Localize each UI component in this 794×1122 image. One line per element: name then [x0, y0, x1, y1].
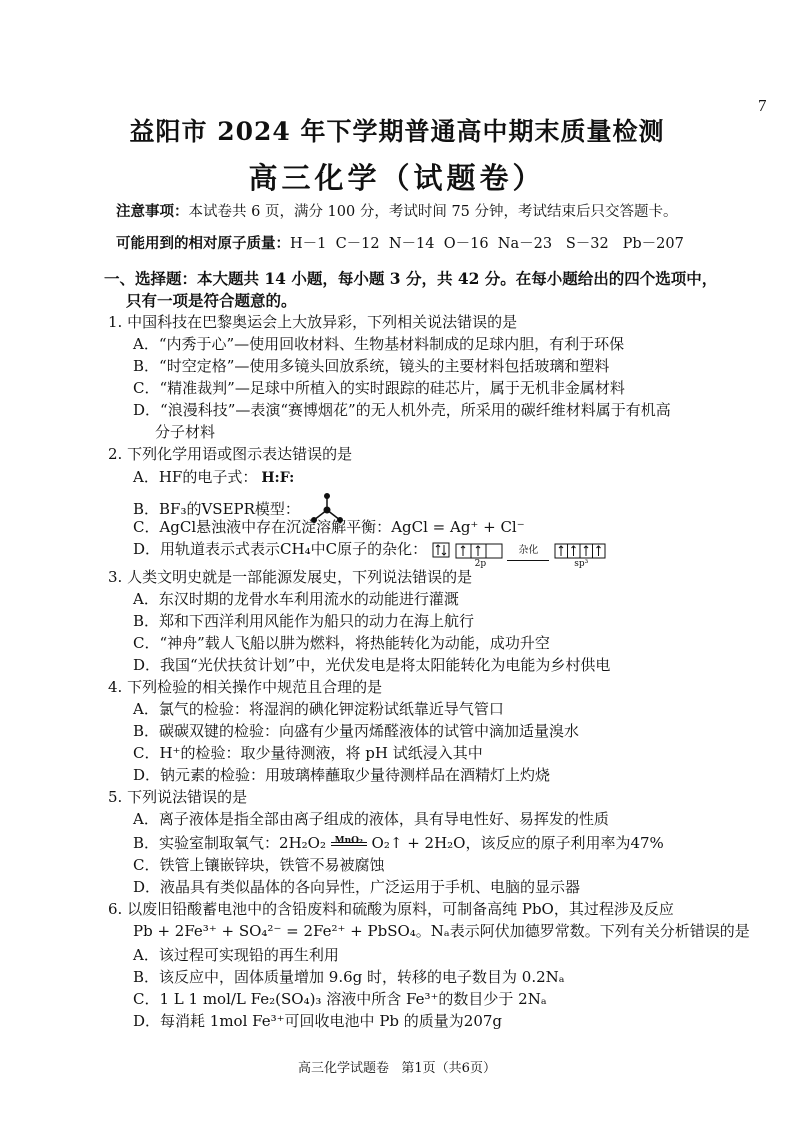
hybridization-arrow [507, 540, 549, 561]
q1-option-d-cont: 分子材料 [155, 423, 216, 441]
q6-option-c: C．1 L 1 mol/L Fe₂(SO₄)₃ 溶液中所含 Fe³⁺的数目少于 2Nₐ [133, 990, 547, 1008]
q5-option-b [133, 832, 664, 854]
q5-option-a: A．离子液体是指全部由离子组成的液体，具有导电性好、易挥发的性质 [133, 810, 609, 828]
q2-option-c: C．AgCl悬浊液中存在沉淀溶解平衡：AgCl = Ag⁺ + Cl⁻ [133, 518, 525, 536]
catalyst-label: MnO₂ [334, 836, 363, 846]
page-corner-number: 7 [758, 96, 767, 115]
q1-option-a: A．“内秀于心”—使用回收材料、生物基材料制成的足球内胆，有利于环保 [133, 335, 625, 353]
hybridization-arrow-label: 杂化 [518, 544, 539, 556]
q5-option-b-pre: B．实验室制取氧气：2H₂O₂ [133, 834, 326, 852]
q2-option-d-text: D．用轨道表示式表示CH₄中C原子的杂化： [133, 540, 428, 558]
q2-option-b-text: B．BF₃的VSEPR模型： [133, 500, 300, 518]
q4-option-a: A．氯气的检验：将湿润的碘化钾淀粉试纸靠近导气管口 [133, 700, 504, 718]
q5-option-b-post: O₂↑ + 2H₂O，该反应的原子利用率为47% [371, 834, 664, 852]
q6-option-d: D．每消耗 1mol Fe³⁺可回收电池中 Pb 的质量为207g [133, 1012, 503, 1030]
q5-option-c: C．铁管上镶嵌锌块，铁管不易被腐蚀 [133, 856, 385, 874]
atomic-mass-line [116, 232, 684, 253]
q1-stem: 1. 中国科技在巴黎奥运会上大放异彩，下列相关说法错误的是 [108, 313, 518, 331]
q3-option-c: C．“神舟”载人飞船以肼为燃料，将热能转化为动能，成功升空 [133, 634, 550, 652]
q3-option-b: B．郑和下西洋利用风能作为船只的动力在海上航行 [133, 612, 475, 630]
page-footer: 高三化学试题卷 第1页（共6页） [298, 1061, 496, 1076]
q3-stem: 3. 人类文明史就是一部能源发展史，下列说法错误的是 [108, 568, 473, 586]
q2-option-a [133, 466, 294, 489]
catalyst-arrow [331, 836, 367, 846]
q2-option-d [133, 538, 606, 569]
q1-option-c: C．“精准裁判”—足球中所植入的实时跟踪的硅芯片，属于无机非金属材料 [133, 379, 625, 397]
section-line-2: 只有一项是符合题意的。 [126, 291, 297, 310]
q5-option-d: D．液晶具有类似晶体的各向异性，广泛运用于手机、电脑的显示器 [133, 878, 581, 896]
q6-stem: 6. 以废旧铅酸蓄电池中的含铅废料和硫酸为原料，可制备高纯 PbO，其过程涉及反应 [108, 900, 674, 918]
section-line-1: 一、选择题：本大题共 14 小题，每小题 3 分，共 42 分。在每小题给出的四个选项中， [104, 269, 718, 288]
q4-stem: 4. 下列检验的相关操作中规范且合理的是 [108, 678, 383, 696]
q1-option-b: B．“时空定格”—使用多镜头回放系统，镜头的主要材料包括玻璃和塑料 [133, 357, 610, 375]
exam-title: 益阳市 2024 年下学期普通高中期末质量检测 [129, 117, 665, 146]
label-2p: 2p [474, 559, 487, 569]
q6-option-b: B．该反应中，固体质量增加 9.6g 时，转移的电子数目为 0.2Nₐ [133, 968, 565, 986]
q6-option-a: A．该过程可实现铅的再生利用 [133, 946, 339, 964]
exam-subtitle: 高三化学（试题卷） [248, 161, 546, 195]
q1-option-d: D．“浪漫科技”—表演“赛博烟花”的无人机外壳，所采用的碳纤维材料属于有机高 [133, 401, 671, 419]
label-sp3: sp³ [574, 559, 589, 569]
hf-electron-formula: H:F: [261, 470, 295, 486]
atomic-mass-label: 可能用到的相对原子质量： [116, 235, 290, 252]
notice-label: 注意事项： [116, 203, 189, 220]
q2-stem: 2. 下列化学用语或图示表达错误的是 [108, 445, 353, 463]
atomic-mass-text: H－1 C－12 N－14 O－16 Na－23 S－32 Pb－207 [290, 236, 684, 252]
q5-stem: 5. 下列说法错误的是 [108, 788, 248, 806]
q3-option-a: A．东汉时期的龙骨水车利用流水的动能进行灌溉 [133, 590, 459, 608]
section-heading [104, 268, 717, 312]
q4-option-b: B．碳碳双键的检验：向盛有少量丙烯醛液体的试管中滴加适量溴水 [133, 722, 580, 740]
q6-stem-cont: Pb + 2Fe³⁺ + SO₄²⁻ = 2Fe²⁺ + PbSO₄。Nₐ表示阿伏加德罗常数。下列有关分析错误的是 [133, 922, 750, 940]
q3-option-d: D．我国“光伏扶贫计划”中，光伏发电是将太阳能转化为电能为乡村供电 [133, 656, 611, 674]
notice-line [116, 200, 678, 221]
orbital-2s-box-icon [432, 542, 450, 558]
notice-text: 本试卷共 6 页，满分 100 分，考试时间 75 分钟，考试结束后只交答题卡。 [188, 204, 678, 220]
q4-option-c: C．H⁺的检验：取少量待测液，将 pH 试纸浸入其中 [133, 744, 483, 762]
q2-option-a-text: A．HF的电子式： [133, 468, 258, 486]
q4-option-d: D．钠元素的检验：用玻璃棒蘸取少量待测样品在酒精灯上灼烧 [133, 766, 551, 784]
